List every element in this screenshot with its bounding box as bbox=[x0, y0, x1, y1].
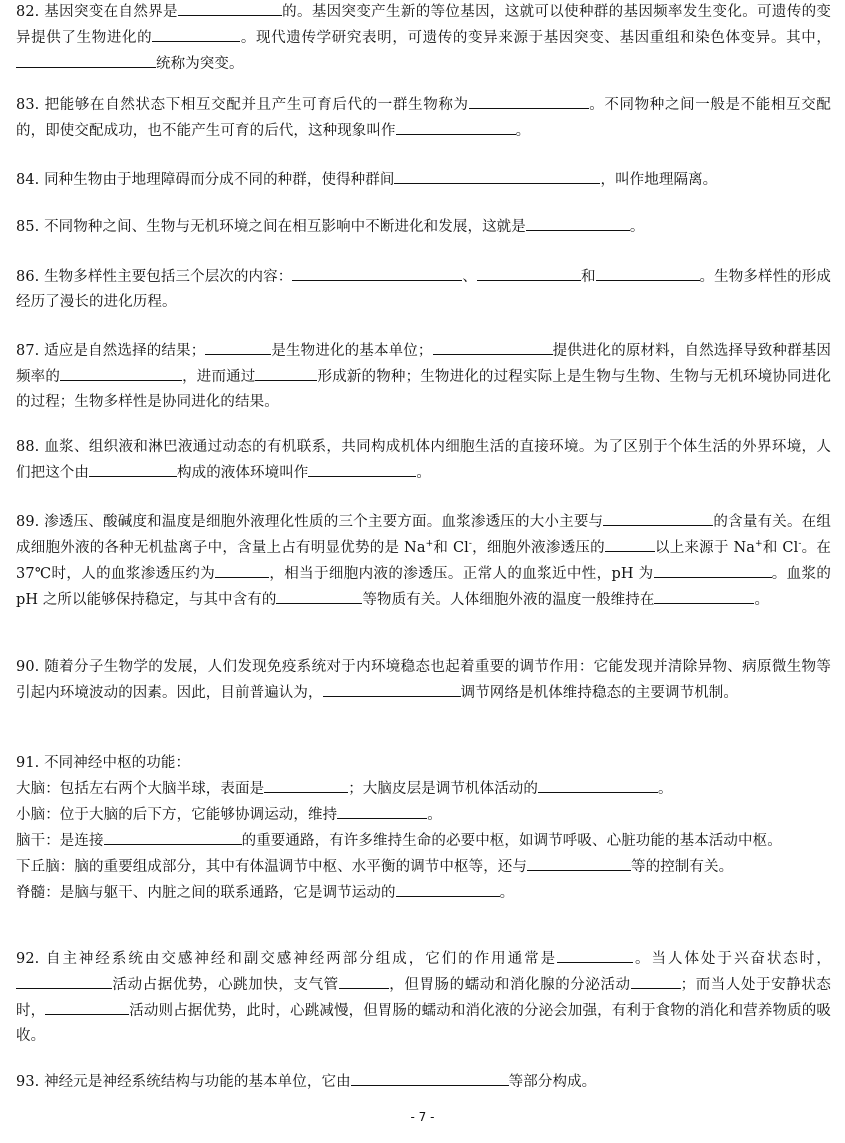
answer-blank[interactable] bbox=[16, 972, 112, 989]
answer-blank[interactable] bbox=[276, 587, 362, 604]
answer-blank[interactable] bbox=[631, 972, 681, 989]
question-90: 90. 随着分子生物学的发展，人们发现免疫系统对于内环境稳态也起着重要的调节作用：它能发现并清除异物、病原微生物等引起内环境波动的因素。因此，目前普遍认为， 调节网络是机体维持稳态的主要调节机制。 bbox=[16, 659, 831, 701]
answer-blank[interactable] bbox=[60, 364, 182, 381]
question-87: 87. 适应是自然选择的结果； 是生物进化的基本单位； 提供进化的原材料，自然选择导致种群基因频率的 ，进而通过 形成新的物种；生物进化的过程实际上是生物与生物、生物与无机环境协同进化的过程；生物多样性是协同进化的结果。 bbox=[16, 338, 831, 415]
question-85: 85. 不同物种之间、生物与无机环境之间在相互影响中不断进化和发展，这就是 。 bbox=[16, 214, 831, 240]
answer-blank[interactable] bbox=[557, 946, 633, 963]
answer-blank[interactable] bbox=[152, 25, 240, 42]
answer-blank[interactable] bbox=[596, 264, 700, 281]
question-86: 86. 生物多样性主要包括三个层次的内容： 、 和 。生物多样性的形成经历了漫长的进化历程。 bbox=[16, 264, 831, 315]
answer-blank[interactable] bbox=[292, 264, 462, 281]
answer-blank[interactable] bbox=[308, 460, 416, 477]
hypothalamus-line: 下丘脑：脑的重要组成部分，其中有体温调节中枢、水平衡的调节中枢等，还与 等的控制有关。 bbox=[16, 854, 831, 880]
question-93: 93. 神经元是神经系统结构与功能的基本单位，它由 等部分构成。 bbox=[16, 1069, 831, 1095]
answer-blank[interactable] bbox=[526, 214, 630, 231]
question-92: 92. 自主神经系统由交感神经和副交感神经两部分组成，它们的作用通常是 。当人体处于兴奋状态时，活动占据优势，心跳加快，支气管 ，但胃肠的蠕动和消化腺的分泌活动 ；而当人处于安静状态时， 活动则占据优势，此时，心跳减慢，但胃肠的蠕动和消化液的分泌会加强，有利于食物的消化和营养物质的吸收。 bbox=[16, 946, 831, 1049]
question-91 bbox=[16, 751, 831, 906]
answer-blank[interactable] bbox=[396, 118, 516, 135]
answer-blank[interactable] bbox=[394, 167, 600, 184]
question-91-title: 91. 不同神经中枢的功能： bbox=[16, 755, 191, 771]
spinal-cord-line: 脊髓：是脑与躯干、内脏之间的联系通路，它是调节运动的 。 bbox=[16, 880, 831, 906]
question-89: 89. 渗透压、酸碱度和温度是细胞外液理化性质的三个主要方面。血浆渗透压的大小主要与 的含量有关。在组成细胞外液的各种无机盐离子中，含量上占有明显优势的是 Na+和 Cl-，细胞外液渗透压的 以上来源于 Na+和 Cl-。在 37℃时，人的血浆渗透压约为 ，相当于细胞内液的渗透压。正常人的血浆近中性，pH 为 。血浆的 pH 之所以能够保持稳定，与其中含有的 等物质有关。人体细胞外液的温度一般维持在 。 bbox=[16, 509, 831, 613]
answer-blank[interactable] bbox=[654, 561, 772, 578]
answer-blank[interactable] bbox=[337, 802, 427, 819]
answer-blank[interactable] bbox=[264, 776, 348, 793]
question-83: 83. 把能够在自然状态下相互交配并且产生可育后代的一群生物称为 。不同物种之间一般是不能相互交配的，即使交配成功，也不能产生可育的后代，这种现象叫作 。 bbox=[16, 92, 831, 144]
answer-blank[interactable] bbox=[255, 364, 317, 381]
answer-blank[interactable] bbox=[527, 854, 631, 871]
answer-blank[interactable] bbox=[178, 0, 282, 16]
question-84: 84. 同种生物由于地理障碍而分成不同的种群，使得种群间 ，叫作地理隔离。 bbox=[16, 167, 831, 193]
answer-blank[interactable] bbox=[323, 680, 461, 697]
answer-blank[interactable] bbox=[603, 509, 713, 526]
answer-blank[interactable] bbox=[433, 338, 553, 355]
answer-blank[interactable] bbox=[45, 998, 129, 1015]
answer-blank[interactable] bbox=[605, 535, 655, 552]
question-82: 82. 基因突变在自然界是 的。基因突变产生新的等位基因，这就可以使种群的基因频率发生变化。可遗传的变异提供了生物进化的 。现代遗传学研究表明，可遗传的变异来源于基因突变、基因重组和染色体变异。其中，统称为突变。 bbox=[16, 0, 831, 77]
answer-blank[interactable] bbox=[16, 51, 156, 68]
answer-blank[interactable] bbox=[477, 264, 581, 281]
answer-blank[interactable] bbox=[654, 587, 754, 604]
answer-blank[interactable] bbox=[339, 972, 389, 989]
cerebellum-line: 小脑：位于大脑的后下方，它能够协调运动，维持 。 bbox=[16, 802, 831, 828]
answer-blank[interactable] bbox=[469, 92, 589, 109]
answer-blank[interactable] bbox=[396, 880, 500, 897]
answer-blank[interactable] bbox=[89, 460, 177, 477]
brainstem-line: 脑干：是连接 的重要通路，有许多维持生命的必要中枢，如调节呼吸、心脏功能的基本活动中枢。 bbox=[16, 828, 831, 854]
cerebrum-line: 大脑：包括左右两个大脑半球，表面是 ；大脑皮层是调节机体活动的 。 bbox=[16, 776, 831, 802]
answer-blank[interactable] bbox=[205, 338, 271, 355]
answer-blank[interactable] bbox=[538, 776, 658, 793]
page-number: - 7 - bbox=[410, 1110, 435, 1124]
answer-blank[interactable] bbox=[351, 1069, 509, 1086]
answer-blank[interactable] bbox=[215, 561, 269, 578]
question-88: 88. 血浆、组织液和淋巴液通过动态的有机联系，共同构成机体内细胞生活的直接环境。为了区别于个体生活的外界环境，人们把这个由 构成的液体环境叫作 。 bbox=[16, 439, 831, 481]
answer-blank[interactable] bbox=[104, 828, 242, 845]
